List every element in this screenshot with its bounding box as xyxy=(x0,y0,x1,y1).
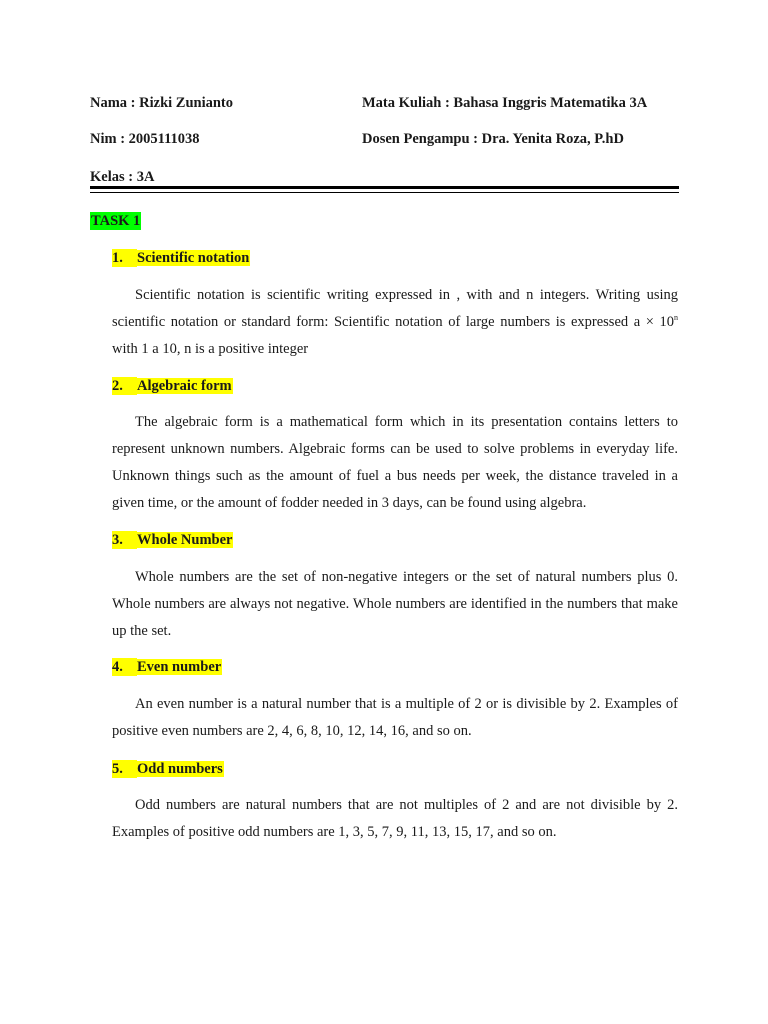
student-name: Nama : Rizki Zunianto xyxy=(90,95,234,111)
header-divider-thick xyxy=(90,186,679,189)
section-title xyxy=(112,658,222,676)
student-id: Nim : 2005111038 xyxy=(90,131,200,147)
section-paragraph xyxy=(112,282,678,363)
section-title-text: Odd numbers xyxy=(137,761,223,777)
paragraph-text: with 1 a 10, n is a positive integer xyxy=(112,341,309,357)
exponent: n xyxy=(674,313,678,322)
header-divider-thin xyxy=(90,192,679,193)
section-title xyxy=(112,760,224,778)
section-paragraph: An even number is a natural number that is a multiple of 2 or is divisible by 2. Examples of positive even numbers are 2, 4, 6, 8, 10, 12, 14, 16, and so on. xyxy=(112,696,678,739)
section-number: 1. xyxy=(112,249,137,267)
section-number: 5. xyxy=(112,760,137,778)
section-title xyxy=(112,377,233,395)
section-paragraph: Odd numbers are natural numbers that are not multiples of 2 and are not divisible by 2. Examples of positive odd numbers are 1, 3, 5, 7, 9, 11, 13, 15, 17, and so on. xyxy=(112,797,678,840)
class-label: Kelas : 3A xyxy=(90,169,155,185)
section-number: 2. xyxy=(112,377,137,395)
section-number: 3. xyxy=(112,531,137,549)
section-title-text: Whole Number xyxy=(137,532,233,548)
section-title-text: Even number xyxy=(137,659,222,675)
lecturer-name: Dosen Pengampu : Dra. Yenita Roza, P.hD xyxy=(362,131,624,147)
course-name: Mata Kuliah : Bahasa Inggris Matematika 3A xyxy=(362,95,648,111)
section-paragraph: Whole numbers are the set of non-negative integers or the set of natural numbers plus 0. Whole numbers are always not negative. Whole numbers are identified in the numbers that make up the set. xyxy=(112,569,678,639)
section-title-text: Algebraic form xyxy=(137,378,232,394)
task-label: TASK 1 xyxy=(91,213,141,229)
section-paragraph: The algebraic form is a mathematical form which in its presentation contains letters to represent unknown numbers. Algebraic forms can be used to solve problems in everyday life. Unknown things such as the amount of fuel a bus needs per week, the distance traveled in a given time, or the amount of fodder needed in 3 days, can be found using algebra. xyxy=(112,414,678,511)
section-title xyxy=(112,531,233,549)
section-number: 4. xyxy=(112,658,137,676)
paragraph-text: Scientific notation is scientific writing expressed in , with and n integers. Writing using scientific notation or standard form: Scientific notation of large numbers is expressed a × 10 xyxy=(112,287,678,330)
section-title xyxy=(112,249,250,267)
section-title-text: Scientific notation xyxy=(137,250,250,266)
